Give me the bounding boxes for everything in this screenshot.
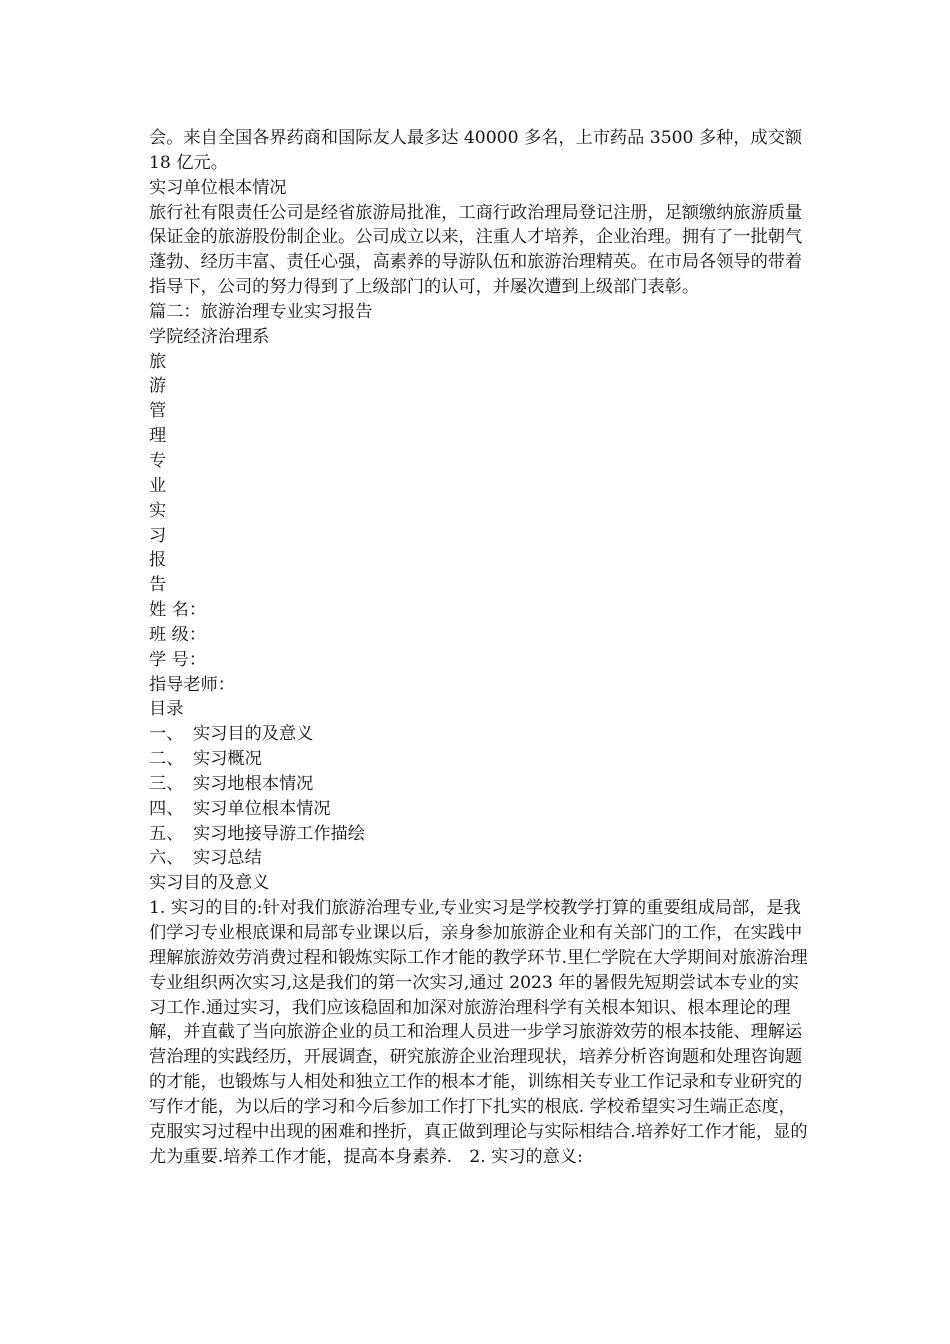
vertical-title-char: 游 [149,376,167,397]
section-heading-unit: 实习单位根本情况 [149,177,287,198]
toc-item-text: 实习地接导游工作描绘 [193,823,365,844]
toc-item-text: 实习单位根本情况 [193,798,331,819]
field-name-label: 姓 名： [149,600,207,621]
part-two-title: 篇二：旅游治理专业实习报告 [149,301,373,322]
toc-item-number: 五、 [149,823,184,844]
toc-item-text: 实习概况 [193,749,262,770]
vertical-title-char: 告 [149,575,167,596]
document-page [149,126,809,1169]
toc-item-text: 实习地根本情况 [193,773,314,794]
intro-paragraph: 会。来自全国各界药商和国际友人最多达 40000 多名，上市药品 3500 多种，成交额 18 亿元。 [149,128,808,173]
toc-item [149,797,809,822]
toc-item [149,846,809,871]
toc-item-number: 六、 [149,848,184,869]
vertical-title-char: 管 [149,401,167,422]
toc-item-number: 三、 [149,773,184,794]
vertical-title-char: 报 [149,550,167,571]
vertical-title-char: 习 [149,525,167,546]
unit-paragraph: 旅行社有限责任公司是经省旅游局批准，工商行政治理局登记注册，足额缴纳旅游质量保证金的旅游股份制企业。公司成立以来，注重人才培养，企业治理。拥有了一批朝气蓬勃、经历丰富、责任心强，高素养的导游队伍和旅游治理精英。在市局各领导的带着指导下，公司的努力得到了上级部门的认可，并屡次遭到上级部门表彰。 [149,202,803,298]
field-advisor-label: 指导老师： [149,674,235,695]
vertical-title-char: 理 [149,426,167,447]
toc-item-text: 实习总结 [193,848,262,869]
table-of-contents [149,722,809,871]
department-line: 学院经济治理系 [149,326,270,347]
section-heading-purpose: 实习目的及意义 [149,873,270,894]
toc-item-number: 一、 [149,724,184,745]
vertical-title-char: 旅 [149,351,167,372]
toc-item [149,822,809,847]
toc-item-number: 二、 [149,749,184,770]
vertical-title-char: 专 [149,450,167,471]
field-student-id-label: 学 号： [149,649,207,670]
toc-heading: 目录 [149,699,184,720]
toc-item [149,722,809,747]
toc-item [149,772,809,797]
toc-item [149,747,809,772]
vertical-title-char: 实 [149,500,167,521]
vertical-report-title [149,350,809,598]
purpose-paragraph: 1. 实习的目的:针对我们旅游治理专业,专业实习是学校教学打算的重要组成局部，是我们学习专业根底课和局部专业课以后，亲身参加旅游企业和有关部门的工作，在实践中理解旅游效劳消费过程和锻炼实际工作才能的教学环节.里仁学院在大学期间对旅游治理专业组织两次实习,这是我们的第一次实习,通过 2023 年的暑假先短期尝试本专业的实习工作.通过实习，我们应该稳固和加深对旅游治理科学有关根本知识、根本理论的理解，并直截了当向旅游企业的员工和治理人员进一步学习旅游效劳的根本技能、理解运营治理的实践经历，开展调查，研究旅游企业治理现状，培养分析咨询题和处理咨询题的才能，也锻炼与人相处和独立工作的根本才能，训练相关专业工作记录和专业研究的写作才能，为以后的学习和今后参加工作打下扎实的根底. 学校希望实习生端正态度，克服实习过程中出现的困难和挫折，真正做到理论与实际相结合.培养好工作才能，显的尤为重要.培养工作才能，提高本身素养. 2. 实习的意义: [149,898,808,1167]
toc-item-text: 实习目的及意义 [193,724,314,745]
field-class-label: 班 级： [149,624,207,645]
toc-item-number: 四、 [149,798,184,819]
vertical-title-char: 业 [149,475,167,496]
